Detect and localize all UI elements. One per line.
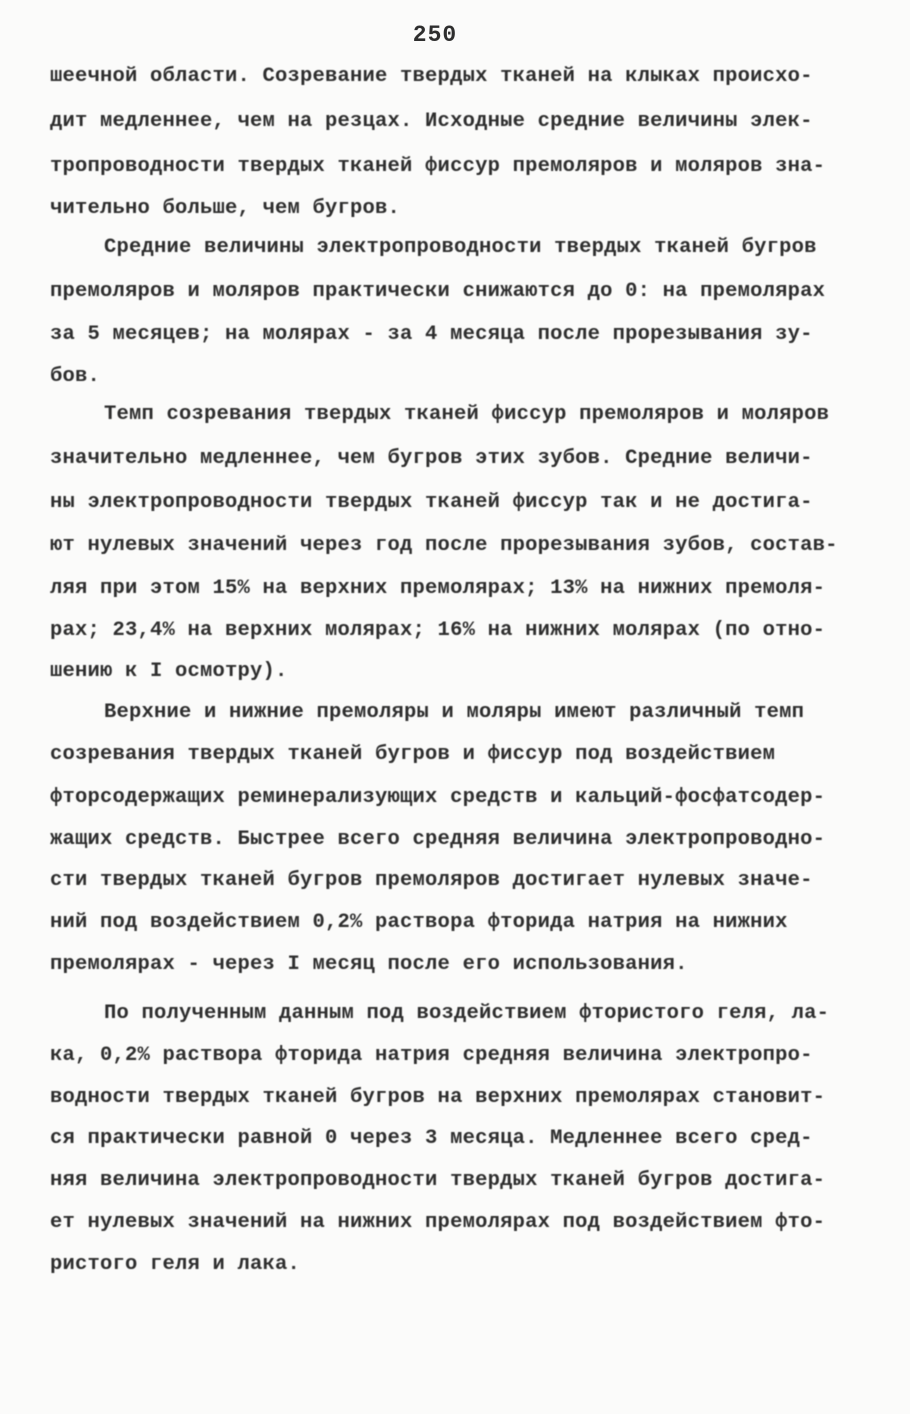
paragraph-line: жащих средств. Быстрее всего средняя величина электропроводно-	[50, 828, 826, 851]
paragraph-line: ны электропроводности твердых тканей фиссур так и не достига-	[50, 491, 813, 514]
paragraph-line: ет нулевых значений на нижних премолярах под воздействием фто-	[50, 1211, 826, 1234]
paragraph-line: чительно больше, чем бугров.	[50, 197, 401, 220]
paragraph-line: премолярах - через I месяц после его использования.	[50, 953, 688, 976]
paragraph-line: бов.	[50, 365, 101, 388]
paragraph-line: фторсодержащих реминерализующих средств и кальций-фосфатсодер-	[50, 786, 826, 809]
paragraph-line: ся практически равной 0 через 3 месяца. Медленнее всего сред-	[50, 1127, 813, 1150]
paragraph-line: водности твердых тканей бугров на верхних премолярах становит-	[50, 1086, 826, 1109]
paragraph-line: за 5 месяцев; на молярах - за 4 месяца после прорезывания зу-	[50, 323, 813, 346]
paragraph-line: ка, 0,2% раствора фторида натрия средняя величина электропро-	[50, 1044, 813, 1067]
paragraph-line: Средние величины электропроводности твердых тканей бугров	[104, 236, 817, 259]
paragraph-line: шению к I осмотру).	[50, 660, 288, 683]
paragraph-line: няя величина электропроводности твердых тканей бугров достига-	[50, 1169, 826, 1192]
paragraph-line: По полученным данным под воздействием фтористого геля, ла-	[104, 1002, 830, 1025]
paragraph-line: Верхние и нижние премоляры и моляры имеют различный темп	[104, 701, 805, 724]
paragraph-line: ляя при этом 15% на верхних премолярах; 13% на нижних премоля-	[50, 577, 826, 600]
paragraph-line: тропроводности твердых тканей фиссур премоляров и моляров зна-	[50, 155, 826, 178]
paragraph-line: премоляров и моляров практически снижаются до 0: на премолярах	[50, 280, 826, 303]
paragraph-line: созревания твердых тканей бугров и фиссур под воздействием	[50, 743, 776, 766]
paragraph-line: ний под воздействием 0,2% раствора фторида натрия на нижних	[50, 911, 788, 934]
paragraph-line: ют нулевых значений через год после прорезывания зубов, состав-	[50, 534, 838, 557]
paragraph-line: рах; 23,4% на верхних молярах; 16% на нижних молярах (по отно-	[50, 619, 826, 642]
page-number: 250	[412, 22, 458, 48]
paragraph-line: сти твердых тканей бугров премоляров достигает нулевых значе-	[50, 869, 813, 892]
paragraph-line: дит медленнее, чем на резцах. Исходные средние величины элек-	[50, 110, 813, 133]
paragraph-line: Темп созревания твердых тканей фиссур премоляров и моляров	[104, 403, 830, 426]
paragraph-line: шеечной области. Созревание твердых тканей на клыках происхо-	[50, 65, 813, 88]
paragraph-line: ристого геля и лака.	[50, 1253, 301, 1276]
paragraph-line: значительно медленнее, чем бугров этих зубов. Средние величи-	[50, 447, 813, 470]
